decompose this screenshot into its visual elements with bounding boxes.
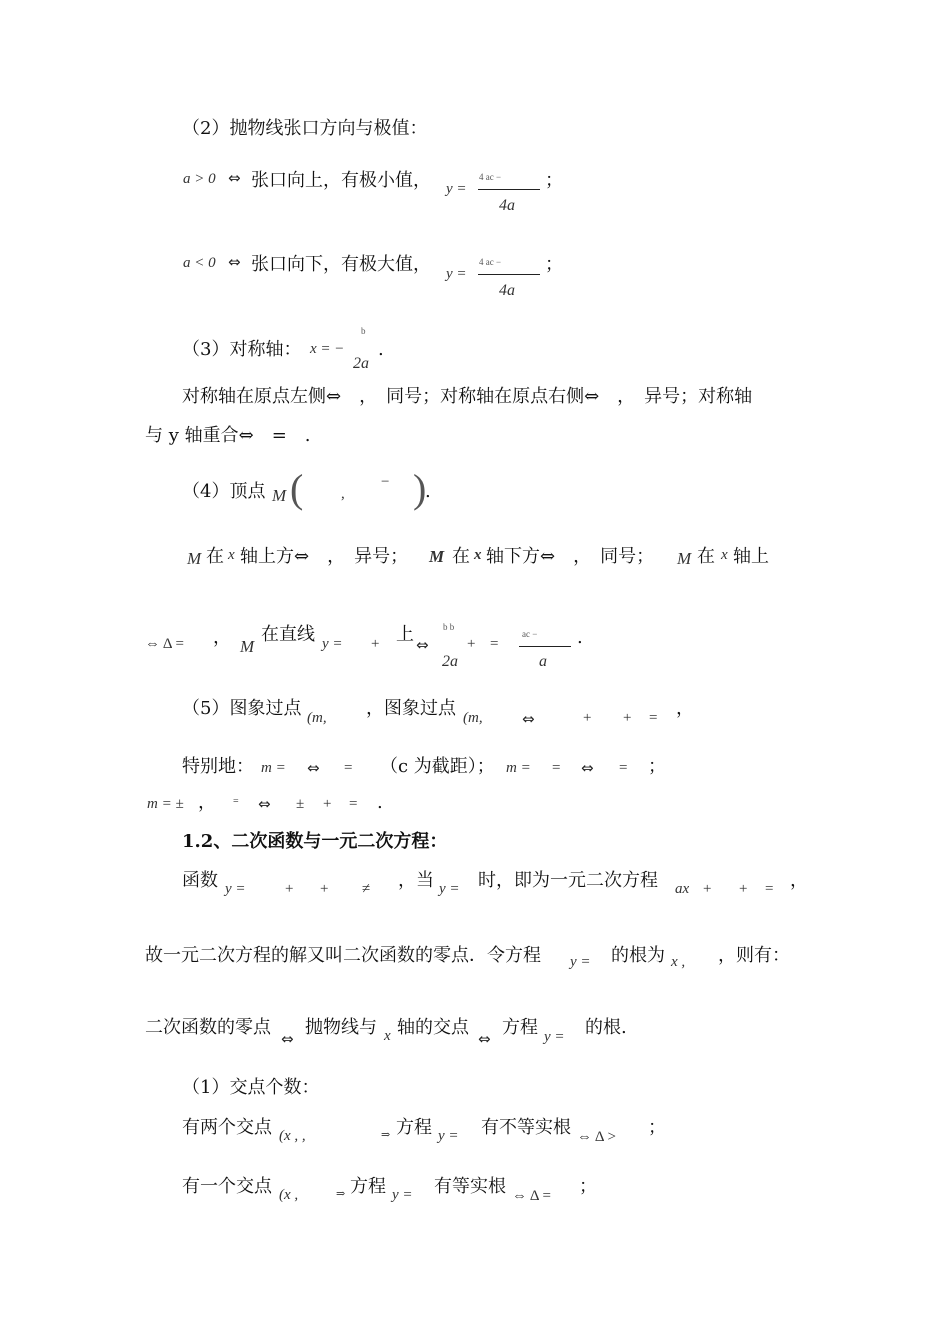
vertex-minus: − bbox=[381, 474, 390, 490]
in-text: 在 bbox=[206, 546, 224, 567]
line-y-equals: y = bbox=[322, 636, 343, 652]
iff-symbol: ⇔ bbox=[307, 759, 320, 777]
distinct-roots-text: 有不等实根 bbox=[481, 1117, 571, 1138]
semicolon: ； bbox=[545, 254, 563, 275]
zero-equivalence-d: 方程 bbox=[502, 1017, 538, 1038]
on-text: 上 bbox=[396, 624, 414, 645]
when-text: ，当 bbox=[398, 870, 434, 891]
y-equals: y = bbox=[544, 1029, 565, 1045]
function-label: 函数 bbox=[182, 870, 218, 891]
opens-downward-text: 张口向下，有极大值， bbox=[251, 254, 431, 275]
point-m: (m, bbox=[463, 710, 483, 726]
vertex-M: M bbox=[677, 549, 692, 568]
in-text: 在 bbox=[452, 546, 470, 567]
ax-term: ax bbox=[675, 881, 690, 897]
right-paren: ) bbox=[413, 466, 427, 511]
y-equals: y = bbox=[438, 1128, 459, 1144]
x-axis-var: x bbox=[384, 1028, 391, 1044]
intercept-note: （c 为截距）； bbox=[380, 756, 495, 777]
equation-text: 时，即为一元二次方程 bbox=[478, 870, 658, 891]
fraction-bar bbox=[478, 189, 540, 190]
roots-text: 的根为 bbox=[611, 945, 665, 966]
equals: = bbox=[344, 760, 353, 776]
y-equals: y = bbox=[446, 181, 467, 197]
plus-minus: ± bbox=[296, 796, 305, 812]
two-points: (x , , bbox=[279, 1128, 306, 1144]
then-text: ，则有： bbox=[718, 945, 790, 966]
y-equals: y = bbox=[225, 881, 246, 897]
section-4-heading: （4）顶点 bbox=[182, 481, 266, 502]
zero-equivalence-b: 抛物线与 bbox=[305, 1017, 377, 1038]
vertex-M: M bbox=[429, 547, 445, 566]
equals-small: = bbox=[233, 796, 239, 807]
vertex-comma: , bbox=[341, 486, 345, 502]
passes-point-text: ，图象过点 bbox=[366, 698, 456, 719]
fraction-denominator: 4a bbox=[499, 282, 515, 299]
zero-equivalence-e: 的根. bbox=[585, 1017, 627, 1038]
m-equals: m = bbox=[261, 760, 286, 776]
plus: + bbox=[583, 710, 592, 726]
opens-upward-text: 张口向上，有极小值， bbox=[251, 170, 431, 191]
delta-greater: ⇔ Δ > bbox=[577, 1129, 616, 1145]
vertex-M: M bbox=[187, 549, 202, 568]
semicolon: ； bbox=[545, 170, 563, 191]
plus: + bbox=[623, 710, 632, 726]
comma: ， bbox=[676, 698, 694, 719]
plus: + bbox=[467, 636, 476, 652]
arrow-glyph: ⇒ bbox=[381, 1129, 391, 1141]
fraction-bar bbox=[478, 274, 540, 275]
equals: = bbox=[349, 796, 358, 812]
equals: = bbox=[765, 881, 774, 897]
comma: ， bbox=[198, 792, 216, 813]
plus: + bbox=[285, 881, 294, 897]
semicolon: ； bbox=[648, 1117, 666, 1138]
y-equals: y = bbox=[570, 954, 591, 970]
equation-word: 方程 bbox=[396, 1117, 432, 1138]
fraction-denominator: 4a bbox=[499, 197, 515, 214]
fraction-bar bbox=[519, 646, 571, 647]
plus: + bbox=[320, 881, 329, 897]
equals: = bbox=[619, 760, 628, 776]
y-equals: y = bbox=[446, 266, 467, 282]
delta-equals: ⇔ Δ = bbox=[145, 636, 184, 652]
equal-roots-text: 有等实根 bbox=[434, 1176, 506, 1197]
period: . bbox=[377, 792, 383, 813]
equals: = bbox=[552, 760, 561, 776]
condition-a-positive: a > 0 bbox=[183, 171, 216, 187]
plus: + bbox=[739, 881, 748, 897]
section-5-heading: （5）图象过点 bbox=[182, 698, 302, 719]
semicolon: ； bbox=[579, 1176, 597, 1197]
symmetry-axis-paragraph: 对称轴在原点左侧⇔ ， 同号；对称轴在原点右侧⇔ ， 异号；对称轴 bbox=[182, 386, 753, 407]
zeros-paragraph: 故一元二次方程的解又叫二次函数的零点．令方程 bbox=[145, 945, 541, 966]
period: . bbox=[577, 627, 583, 648]
equals: = bbox=[490, 636, 499, 652]
above-x-axis-text: 轴上方⇔ ， 异号； bbox=[240, 546, 409, 567]
axis-denominator: 2a bbox=[353, 355, 369, 372]
m-equals: m = bbox=[506, 760, 531, 776]
period: . bbox=[425, 481, 431, 502]
iff-symbol: ⇔ bbox=[416, 636, 429, 654]
comma: ， bbox=[213, 627, 231, 648]
below-x-axis-text: 轴下方⇔ ， 同号； bbox=[486, 546, 655, 567]
x-axis-var: x bbox=[721, 547, 728, 563]
iff-symbol: ⇔ bbox=[228, 253, 241, 271]
plus: + bbox=[703, 881, 712, 897]
line-numerator: b b bbox=[443, 622, 455, 632]
on-x-axis-text: 轴上 bbox=[733, 546, 769, 567]
section-1-2-heading: 1.2、二次函数与一元二次方程： bbox=[182, 831, 448, 852]
on-line-text: 在直线 bbox=[261, 624, 315, 645]
x-axis-var: x bbox=[474, 547, 482, 563]
plus: + bbox=[323, 796, 332, 812]
comma: ， bbox=[790, 870, 808, 891]
equation-word: 方程 bbox=[350, 1176, 386, 1197]
iff-symbol: ⇔ bbox=[478, 1030, 491, 1048]
arrow-glyph: ⇒ bbox=[336, 1188, 346, 1200]
iff-symbol: ⇔ bbox=[258, 795, 271, 813]
in-text: 在 bbox=[697, 546, 715, 567]
iff-symbol: ⇔ bbox=[228, 169, 241, 187]
point-m: (m, bbox=[307, 710, 327, 726]
y-equals: y = bbox=[392, 1187, 413, 1203]
vertex-M: M bbox=[240, 637, 255, 656]
axis-numerator: b bbox=[361, 326, 366, 336]
section-2-heading: （2）抛物线张口方向与极值： bbox=[182, 118, 428, 139]
iff-symbol: ⇔ bbox=[522, 710, 535, 728]
zero-equivalence-c: 轴的交点 bbox=[397, 1017, 469, 1038]
m-plus-minus: m = ± bbox=[147, 796, 184, 812]
semicolon: ； bbox=[648, 756, 666, 777]
intersection-count-heading: （1）交点个数： bbox=[182, 1077, 320, 1098]
x-axis-var: x bbox=[228, 547, 235, 563]
line-numerator-2: ac − bbox=[522, 629, 538, 639]
line-denominator-2: a bbox=[539, 653, 547, 670]
condition-a-negative: a < 0 bbox=[183, 255, 216, 271]
section-3-heading: （3）对称轴： bbox=[182, 339, 302, 360]
plus: + bbox=[371, 636, 380, 652]
root-x1: x , bbox=[671, 954, 686, 970]
axis-formula: x = − bbox=[310, 341, 345, 357]
iff-symbol: ⇔ bbox=[581, 759, 594, 777]
zero-equivalence-a: 二次函数的零点 bbox=[145, 1017, 271, 1038]
left-paren: ( bbox=[290, 466, 304, 511]
special-case-label: 特别地： bbox=[182, 756, 254, 777]
iff-symbol: ⇔ bbox=[281, 1030, 294, 1048]
y-equals: y = bbox=[439, 881, 460, 897]
line-denominator: 2a bbox=[442, 653, 458, 670]
two-intersections-text: 有两个交点 bbox=[182, 1117, 272, 1138]
not-equal: ≠ bbox=[362, 881, 371, 897]
fraction-numerator: 4 ac − bbox=[479, 257, 502, 267]
one-point: (x , bbox=[279, 1187, 299, 1203]
delta-equals: ⇔ Δ = bbox=[512, 1188, 551, 1204]
vertex-M: M bbox=[272, 486, 287, 505]
fraction-numerator: 4 ac − bbox=[479, 172, 502, 182]
symmetry-axis-paragraph-cont: 与 y 轴重合⇔ = . bbox=[145, 425, 311, 446]
equals: = bbox=[649, 710, 658, 726]
period: . bbox=[378, 339, 384, 360]
one-intersection-text: 有一个交点 bbox=[182, 1176, 272, 1197]
